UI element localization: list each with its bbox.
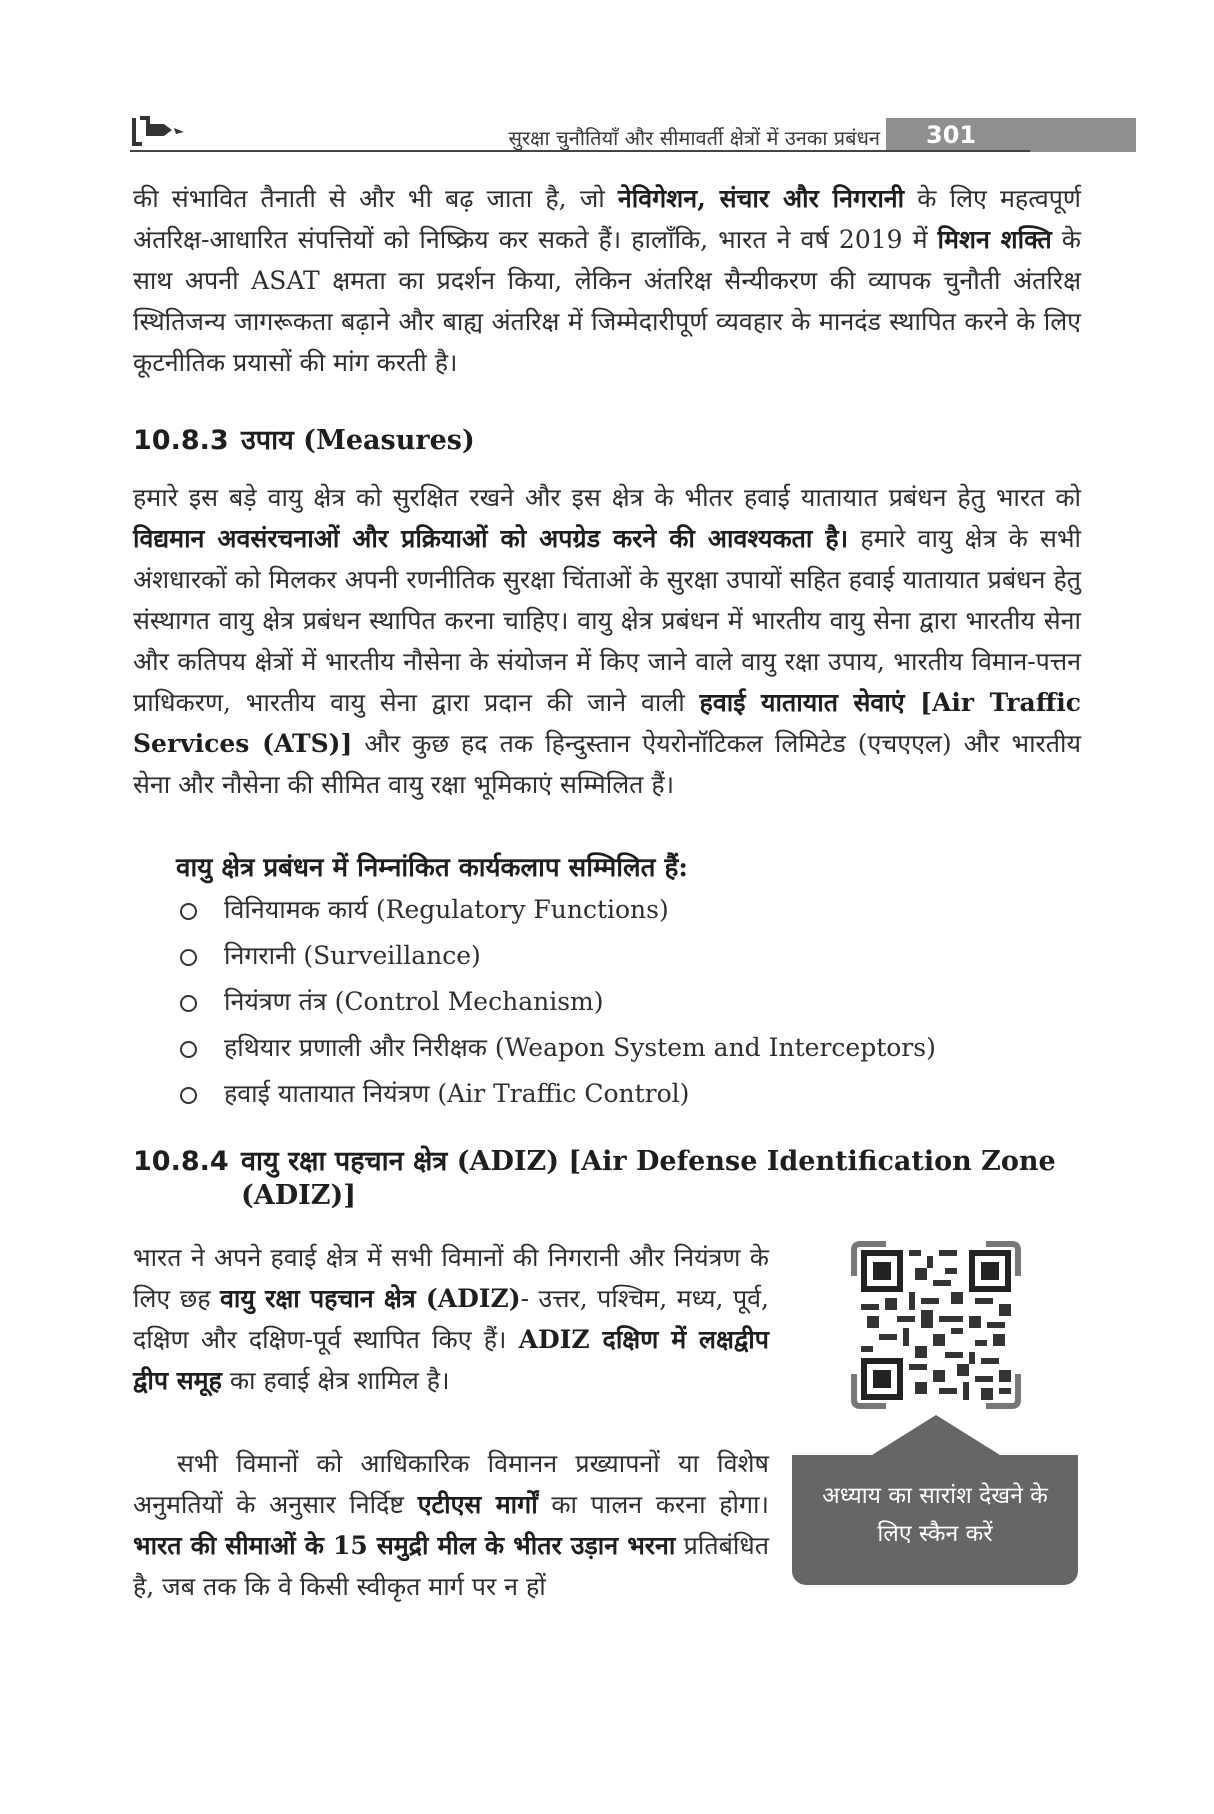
bold-run: ADIZ दक्षिण में लक्षद्वीप द्वीप समूह bbox=[133, 1325, 769, 1395]
text-run: की संभावित तैनाती से और भी बढ़ जाता है, जो bbox=[133, 184, 618, 213]
paragraph-adiz-zones bbox=[133, 1237, 769, 1401]
activities-list bbox=[180, 893, 936, 1123]
text-run: भारत ने अपने हवाई क्षेत्र में सभी विमानों की निगरानी और नियंत्रण के लिए छह bbox=[133, 1243, 769, 1313]
text-run: - उत्तर, पश्चिम, मध्य, पूर्व, दक्षिण और दक्षिण-पूर्व स्थापित किए हैं। bbox=[133, 1284, 769, 1354]
bold-run: मिशन शक्ति bbox=[937, 225, 1052, 254]
text-run: हमारे वायु क्षेत्र के सभी अंशधारकों को मिलकर अपनी रणनीतिक सुरक्षा चिंताओं के सुरक्षा उपायों सहित हवाई यातायात प्रबंधन हेतु संस्थागत वायु क्षेत्र प्रबंधन स्थापित करना चाहिए। वायु क्षेत्र प्रबंधन में भारतीय वायु सेना द्वारा भारतीय सेना और कतिपय क्षेत्रों में भारतीय नौसेना के संयोजन में किए जाने वाले वायु रक्षा उपाय, भारतीय विमान-पत्तन प्राधिकरण, भारतीय वायु सेना द्वारा प्रदान की जाने वाली bbox=[133, 524, 1082, 717]
section-title-line: (ADIZ)] bbox=[241, 1180, 357, 1211]
bold-run: नेविगेशन, संचार और निगरानी bbox=[617, 184, 905, 213]
section-number: 10.8.4 bbox=[133, 1146, 229, 1177]
list-item-text: हवाई यातायात नियंत्रण (Air Traffic Control) bbox=[224, 1079, 690, 1108]
text-run: और कुछ हद तक हिन्दुस्तान ऐयरोनॉटिकल लिमिटेड (एचएएल) और भारतीय सेना और नौसेना की सीमित वायु रक्षा भूमिकाएं सम्मिलित हैं। bbox=[133, 729, 1081, 799]
page-number: 301 bbox=[926, 121, 977, 149]
list-item bbox=[180, 893, 936, 939]
page-number-box bbox=[886, 118, 1136, 152]
up-arrow-icon bbox=[872, 1415, 1000, 1455]
list-item bbox=[180, 939, 936, 985]
list-item-text: हथियार प्रणाली और निरीक्षक (Weapon System and Interceptors) bbox=[224, 1033, 936, 1062]
section-heading-10-8-4 bbox=[133, 1145, 1083, 1213]
paragraph-measures bbox=[133, 477, 1081, 805]
section-title: उपाय (Measures) bbox=[241, 425, 475, 456]
list-item bbox=[180, 1077, 936, 1123]
text-run: के साथ अपनी ASAT क्षमता का प्रदर्शन किया, लेकिन अंतरिक्ष सैन्यीकरण की व्यापक चुनौती अंतरिक्ष स्थितिजन्य जागरूकता बढ़ाने और बाह्य अंतरिक्ष में जिम्मेदारीपूर्ण व्यवहार के मानदंड स्थापित करने के लिए कूटनीतिक प्रयासों की मांग करती है। bbox=[133, 225, 1081, 377]
qr-summary-card bbox=[792, 1240, 1078, 1586]
list-item-text: नियंत्रण तंत्र (Control Mechanism) bbox=[224, 987, 604, 1016]
paragraph-ats-routes bbox=[133, 1443, 769, 1607]
header-rule bbox=[130, 150, 1030, 152]
activities-intro: वायु क्षेत्र प्रबंधन में निम्नांकित कार्यकलाप सम्मिलित हैं: bbox=[176, 853, 688, 883]
circle-bullet-icon bbox=[180, 1041, 197, 1058]
list-item bbox=[180, 985, 936, 1031]
bold-run: हवाई यातायात सेवाएं [Air Traffic Services (ATS)] bbox=[133, 688, 1081, 758]
circle-bullet-icon bbox=[180, 949, 197, 966]
qr-code-icon[interactable] bbox=[860, 1250, 1012, 1400]
list-item bbox=[180, 1031, 936, 1077]
page-header bbox=[130, 112, 1080, 154]
section-heading-10-8-3 bbox=[133, 424, 475, 458]
bold-run: वायु रक्षा पहचान क्षेत्र (ADIZ) bbox=[220, 1284, 521, 1313]
list-item-text: विनियामक कार्य (Regulatory Functions) bbox=[224, 895, 669, 924]
circle-bullet-icon bbox=[180, 903, 197, 920]
book-logo-icon bbox=[130, 114, 190, 148]
text-run: का हवाई क्षेत्र शामिल है। bbox=[221, 1366, 450, 1395]
text-run: के लिए महत्वपूर्ण अंतरिक्ष-आधारित संपत्तियों को निष्क्रिय कर सकते हैं। हालाँकि, भारत ने वर्ष 2019 में bbox=[133, 184, 1081, 254]
section-number: 10.8.3 bbox=[133, 425, 229, 456]
qr-caption-box bbox=[792, 1455, 1078, 1585]
running-header-title: सुरक्षा चुनौतियाँ और सीमावर्ती क्षेत्रों में उनका प्रबंधन bbox=[508, 126, 880, 150]
section-title-line: वायु रक्षा पहचान क्षेत्र (ADIZ) [Air Defense Identification Zone bbox=[241, 1146, 1056, 1177]
text-run: प्रतिबंधित है, जब तक कि वे किसी स्वीकृत मार्ग पर न हों bbox=[133, 1531, 769, 1601]
qr-frame bbox=[850, 1240, 1022, 1410]
text-run: सभी विमानों को आधिकारिक विमानन प्रख्यापनों या विशेष अनुमतियों के अनुसार निर्दिष्ट bbox=[133, 1449, 769, 1519]
circle-bullet-icon bbox=[180, 1087, 197, 1104]
circle-bullet-icon bbox=[180, 995, 197, 1012]
section-title bbox=[241, 1145, 1076, 1213]
text-run: का पालन करना होगा। bbox=[537, 1490, 770, 1519]
bold-run: विद्यमान अवसंरचनाओं और प्रक्रियाओं को अपग्रेड करने की आवश्यकता है। bbox=[133, 524, 849, 553]
bold-run: एटीएस मार्गों bbox=[417, 1490, 538, 1519]
qr-caption: अध्याय का सारांश देखने के लिए स्कैन करें bbox=[822, 1483, 1048, 1547]
text-run: हमारे इस बड़े वायु क्षेत्र को सुरक्षित रखने और इस क्षेत्र के भीतर हवाई यातायात प्रबंधन हेतु भारत को bbox=[133, 483, 1081, 512]
list-item-text: निगरानी (Surveillance) bbox=[224, 941, 481, 970]
paragraph-space-militarization bbox=[133, 178, 1081, 383]
bold-run: भारत की सीमाओं के 15 समुद्री मील के भीतर उड़ान भरना bbox=[133, 1531, 676, 1560]
